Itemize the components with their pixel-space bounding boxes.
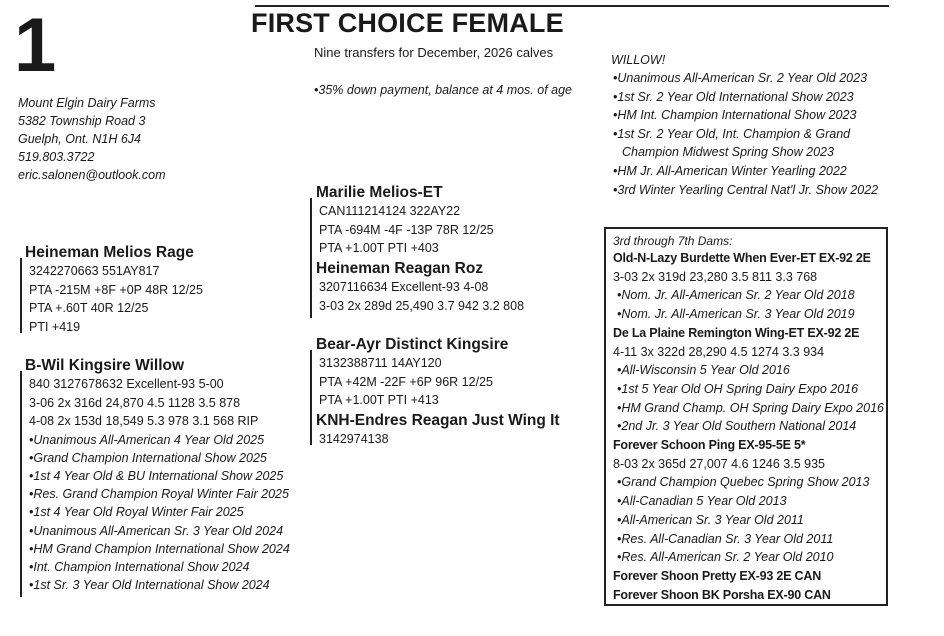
sire-bracket xyxy=(20,258,22,333)
dam-sire-block xyxy=(316,335,508,410)
ancestor-dam-name: Old-N-Lazy Burdette When Ever-ET EX-92 2E xyxy=(613,251,871,265)
dam-award: •1st Sr. 3 Year Old International Show 2024 xyxy=(29,578,270,593)
sire-sire-reg: CAN111214124 322AY22 xyxy=(319,204,461,218)
lot-number: 1 xyxy=(14,3,55,88)
sire-dam-classification: 3207116634 Excellent-93 4-08 xyxy=(319,280,489,294)
dam-award: •Grand Champion International Show 2025 xyxy=(29,450,267,465)
ancestor-dam-award: •2nd Jr. 3 Year Old Southern National 2014 xyxy=(617,419,857,434)
dam-dam-name: KNH-Endres Reagan Just Wing It xyxy=(316,412,560,429)
ancestor-dam-award: •Grand Champion Quebec Spring Show 2013 xyxy=(617,475,870,490)
sire-name: Heineman Melios Rage xyxy=(25,244,194,261)
willow-award: Champion Midwest Spring Show 2023 xyxy=(622,145,834,160)
dam-sire-name: Bear-Ayr Distinct Kingsire xyxy=(316,336,509,353)
willow-award: •1st Sr. 2 Year Old, Int. Champion & Grand xyxy=(613,126,851,141)
dam-record-2: 4-08 2x 153d 18,549 5.3 978 3.1 568 RIP xyxy=(29,414,259,428)
ancestor-dam-award: •Res. All-American Sr. 2 Year Old 2010 xyxy=(617,550,834,565)
sire-pta-1: PTA -215M +8F +0P 48R 12/25 xyxy=(29,282,203,297)
sire-dam-name: Heineman Reagan Roz xyxy=(316,260,484,277)
consignor-block xyxy=(18,94,166,184)
consignor-address: 5382 Township Road 3 xyxy=(18,114,146,128)
ancestor-dam-record: 4-11 3x 322d 28,290 4.5 1274 3.3 934 xyxy=(613,344,825,359)
willow-award: •HM Jr. All-American Winter Yearling 2022 xyxy=(613,163,847,178)
ancestor-dam-record: 8-03 2x 365d 27,007 4.6 1246 3.5 935 xyxy=(613,456,825,471)
top-rule xyxy=(255,5,889,7)
dam-classification: 840 3127678632 Excellent-93 5-00 xyxy=(29,377,224,391)
lot-subtitle: Nine transfers for December, 2026 calves xyxy=(314,45,554,60)
dam-bracket xyxy=(20,371,22,597)
dam-sire-bracket xyxy=(310,350,312,445)
dam-sire-reg: 3132388711 14AY120 xyxy=(319,356,442,370)
dams-heading: 3rd through 7th Dams: xyxy=(613,234,733,248)
dam-dam-block xyxy=(316,411,560,449)
sire-reg: 3242270663 551AY817 xyxy=(29,264,160,278)
sire-sire-block xyxy=(316,183,494,258)
dam-name: B-Wil Kingsire Willow xyxy=(25,357,185,374)
sire-pti: PTI +419 xyxy=(29,319,81,334)
ancestor-dam-award: •Res. All-Canadian Sr. 3 Year Old 2011 xyxy=(617,531,834,546)
dam-sire-pta-1: PTA +42M -22F +6P 96R 12/25 xyxy=(319,374,493,389)
ancestor-dam-name: Forever Shoon Pretty EX-93 2E CAN xyxy=(613,568,822,583)
ancestor-dam-award: •All-Canadian 5 Year Old 2013 xyxy=(617,494,787,509)
ancestor-dam-award: •All-Wisconsin 5 Year Old 2016 xyxy=(617,363,790,378)
dam-award: •Res. Grand Champion Royal Winter Fair 2025 xyxy=(29,487,289,502)
willow-award: •3rd Winter Yearling Central Nat'l Jr. Show 2022 xyxy=(613,182,879,197)
consignor-city: Guelph, Ont. N1H 6J4 xyxy=(18,132,141,146)
ancestor-dam-award: •All-American Sr. 3 Year Old 2011 xyxy=(617,512,804,527)
sire-sire-bracket xyxy=(310,198,312,318)
dam-sire-pta-2: PTA +1.00T PTI +413 xyxy=(319,393,439,407)
ancestor-dam-award: •1st 5 Year Old OH Spring Dairy Expo 2016 xyxy=(617,381,859,396)
willow-awards xyxy=(613,69,878,199)
ancestor-dam-award: •Nom. Jr. All-American Sr. 3 Year Old 2019 xyxy=(617,307,855,322)
sire-block xyxy=(25,243,203,336)
sire-sire-pta-1: PTA -694M -4F -13P 78R 12/25 xyxy=(319,222,494,237)
dams-list xyxy=(613,233,884,604)
consignor-phone: 519.803.3722 xyxy=(18,150,95,164)
dam-award: •1st 4 Year Old Royal Winter Fair 2025 xyxy=(29,505,244,520)
sire-sire-name: Marilie Melios-ET xyxy=(316,184,443,201)
willow-heading: WILLOW! xyxy=(611,53,666,67)
payment-terms: •35% down payment, balance at 4 mos. of age xyxy=(314,83,573,97)
ancestor-dam-award: •Nom. Jr. All-American Sr. 2 Year Old 2018 xyxy=(617,288,855,303)
ancestor-dam-name: De La Plaine Remington Wing-ET EX-92 2E xyxy=(613,325,860,340)
consignor-email: eric.salonen@outlook.com xyxy=(18,168,166,182)
dam-record-1: 3-06 2x 316d 24,870 4.5 1128 3.5 878 xyxy=(29,395,241,410)
willow-award: •1st Sr. 2 Year Old International Show 2023 xyxy=(613,89,854,104)
ancestor-dam-award: •HM Grand Champ. OH Spring Dairy Expo 2016 xyxy=(617,400,884,415)
dam-award: •Int. Champion International Show 2024 xyxy=(29,559,250,574)
dam-award: •1st 4 Year Old & BU International Show 2025 xyxy=(29,468,284,483)
sire-dam-record: 3-03 2x 289d 25,490 3.7 942 3.2 808 xyxy=(319,298,525,313)
consignor-farm: Mount Elgin Dairy Farms xyxy=(18,96,156,110)
ancestor-dam-record: 3-03 2x 319d 23,280 3.5 811 3.3 768 xyxy=(613,269,818,284)
sire-pta-2: PTA +.60T 40R 12/25 xyxy=(29,301,149,315)
dam-block xyxy=(25,356,290,594)
willow-award: •Unanimous All-American Sr. 2 Year Old 2023 xyxy=(613,71,868,85)
lot-title: FIRST CHOICE FEMALE xyxy=(251,8,564,38)
ancestor-dam-name: Forever Schoon Ping EX-95-5E 5* xyxy=(613,438,806,453)
ancestor-dam-name: Forever Shoon BK Porsha EX-90 CAN xyxy=(613,587,831,602)
willow-award: •HM Int. Champion International Show 2023 xyxy=(613,108,857,123)
sire-sire-pta-2: PTA +1.00T PTI +403 xyxy=(319,241,439,255)
dam-award: •Unanimous All-American 4 Year Old 2025 xyxy=(29,432,265,447)
sire-dam-block xyxy=(316,259,524,315)
dam-dam-reg: 3142974138 xyxy=(319,432,389,446)
dam-award: •Unanimous All-American Sr. 3 Year Old 2024 xyxy=(29,523,284,538)
dam-award: •HM Grand Champion International Show 2024 xyxy=(29,541,290,556)
